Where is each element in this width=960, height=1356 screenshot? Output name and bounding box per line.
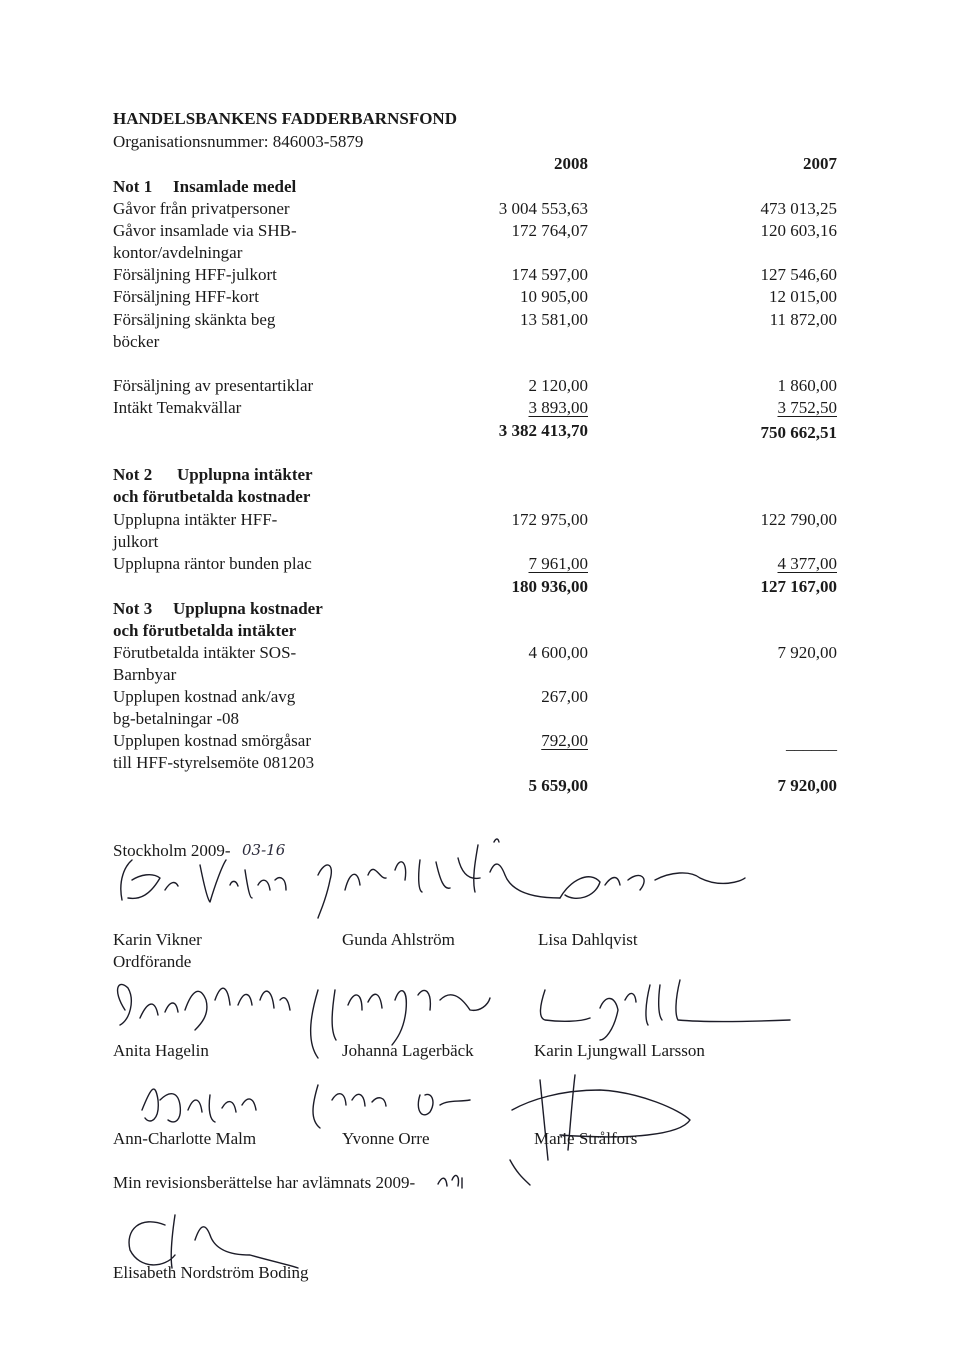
- note2-total-2007: 127 167,00: [760, 577, 837, 596]
- note1-row-label-cont: böcker: [113, 332, 160, 351]
- note3-row-value-2008: 792,00: [541, 731, 588, 750]
- note1-row-label: Försäljning HFF-kort: [113, 287, 259, 306]
- note3-number: Not 3: [113, 599, 153, 618]
- note2-row-value-2008: 172 975,00: [511, 510, 588, 529]
- note1-row-value-2008: 13 581,00: [520, 310, 588, 329]
- note3-total-2007: 7 920,00: [777, 776, 837, 795]
- note3-title-cont: och förutbetalda intäkter: [113, 621, 297, 640]
- note2-number: Not 2: [113, 465, 153, 484]
- signatory-name: Karin Ljungwall Larsson: [534, 1041, 705, 1060]
- note3-row-value-2008: 4 600,00: [528, 643, 588, 662]
- note1-row-label: Försäljning HFF-julkort: [113, 265, 277, 284]
- signatory-name: Yvonne Orre: [342, 1129, 430, 1148]
- note3-row-label: Upplupen kostnad ank/avg: [113, 687, 296, 706]
- note1-row-value-2008: 174 597,00: [511, 265, 588, 284]
- note2-row-value-2007: 122 790,00: [760, 510, 837, 529]
- note1-row-value-2007: 1 860,00: [777, 376, 837, 395]
- note2-title: Upplupna intäkter: [177, 465, 313, 484]
- note1-row-value-2008: 172 764,07: [511, 221, 588, 240]
- signatory-name: Karin Vikner: [113, 930, 202, 949]
- note1-row-value-2008: 2 120,00: [528, 376, 588, 395]
- org-number: Organisationsnummer: 846003-5879: [113, 132, 364, 151]
- note3-row-label-cont: bg-betalningar -08: [113, 709, 240, 728]
- signatory-name: Lisa Dahlqvist: [538, 930, 638, 949]
- note1-row-value-2007: 473 013,25: [760, 199, 837, 218]
- column-header-2007: 2007: [803, 154, 837, 173]
- note3-row-value-2008: 267,00: [541, 687, 588, 706]
- note2-row-label: Upplupna intäkter HFF-: [113, 510, 278, 529]
- signatory-name: Anita Hagelin: [113, 1041, 209, 1060]
- note1-row-value-2008: 3 893,00: [528, 398, 588, 417]
- note3-title: Upplupna kostnader: [173, 599, 323, 618]
- note2-row-value-2007: 4 377,00: [777, 554, 837, 573]
- note1-row-value-2007: 3 752,50: [777, 398, 837, 417]
- note1-row-label: Försäljning av presentartiklar: [113, 376, 314, 395]
- column-header-2008: 2008: [554, 154, 588, 173]
- note1-row-value-2008: 10 905,00: [520, 287, 588, 306]
- signatory-name: Johanna Lagerbäck: [342, 1041, 474, 1060]
- note3-row-label: Förutbetalda intäkter SOS-: [113, 643, 297, 662]
- note1-row-value-2007: 12 015,00: [769, 287, 837, 306]
- note3-row-value-2007-dash: ______: [786, 734, 837, 753]
- note1-row-label-cont: kontor/avdelningar: [113, 243, 243, 262]
- note1-row-label: Intäkt Temakvällar: [113, 398, 242, 417]
- auditor-name: Elisabeth Nordström Boding: [113, 1263, 309, 1282]
- note1-row-label: Försäljning skänkta beg: [113, 310, 276, 329]
- note3-total-2008: 5 659,00: [528, 776, 588, 795]
- note2-total-2008: 180 936,00: [511, 577, 588, 596]
- note3-row-value-2007: 7 920,00: [777, 643, 837, 662]
- note1-row-value-2007: 11 872,00: [769, 310, 837, 329]
- note1-row-value-2007: 120 603,16: [760, 221, 837, 240]
- note2-row-value-2008: 7 961,00: [528, 554, 588, 573]
- org-name: HANDELSBANKENS FADDERBARNSFOND: [113, 109, 457, 128]
- signatory-role: Ordförande: [113, 952, 192, 971]
- note3-row-label-cont: till HFF-styrelsemöte 081203: [113, 753, 315, 772]
- note1-row-label: Gåvor insamlade via SHB-: [113, 221, 297, 240]
- note1-title: Insamlade medel: [173, 177, 297, 196]
- note1-total-2007: 750 662,51: [760, 423, 837, 442]
- note2-row-label: Upplupna räntor bunden plac: [113, 554, 312, 573]
- signatory-name: Marie Strålfors: [534, 1129, 638, 1148]
- audit-statement: Min revisionsberättelse har avlämnats 2009-: [113, 1173, 416, 1192]
- note2-title-cont: och förutbetalda kostnader: [113, 487, 311, 506]
- note1-total-2008: 3 382 413,70: [498, 421, 588, 440]
- signatory-name: Gunda Ahlström: [342, 930, 455, 949]
- place-date: Stockholm 2009-: [113, 841, 231, 860]
- note2-row-label-cont: julkort: [113, 532, 159, 551]
- place-date-handwritten: 03-16: [242, 841, 286, 859]
- note1-number: Not 1: [113, 177, 153, 196]
- signatory-name: Ann-Charlotte Malm: [113, 1129, 257, 1148]
- note3-row-label-cont: Barnbyar: [113, 665, 177, 684]
- note1-row-value-2008: 3 004 553,63: [498, 199, 588, 218]
- note3-row-label: Upplupen kostnad smörgåsar: [113, 731, 311, 750]
- note1-row-value-2007: 127 546,60: [760, 265, 837, 284]
- note1-row-label: Gåvor från privatpersoner: [113, 199, 290, 218]
